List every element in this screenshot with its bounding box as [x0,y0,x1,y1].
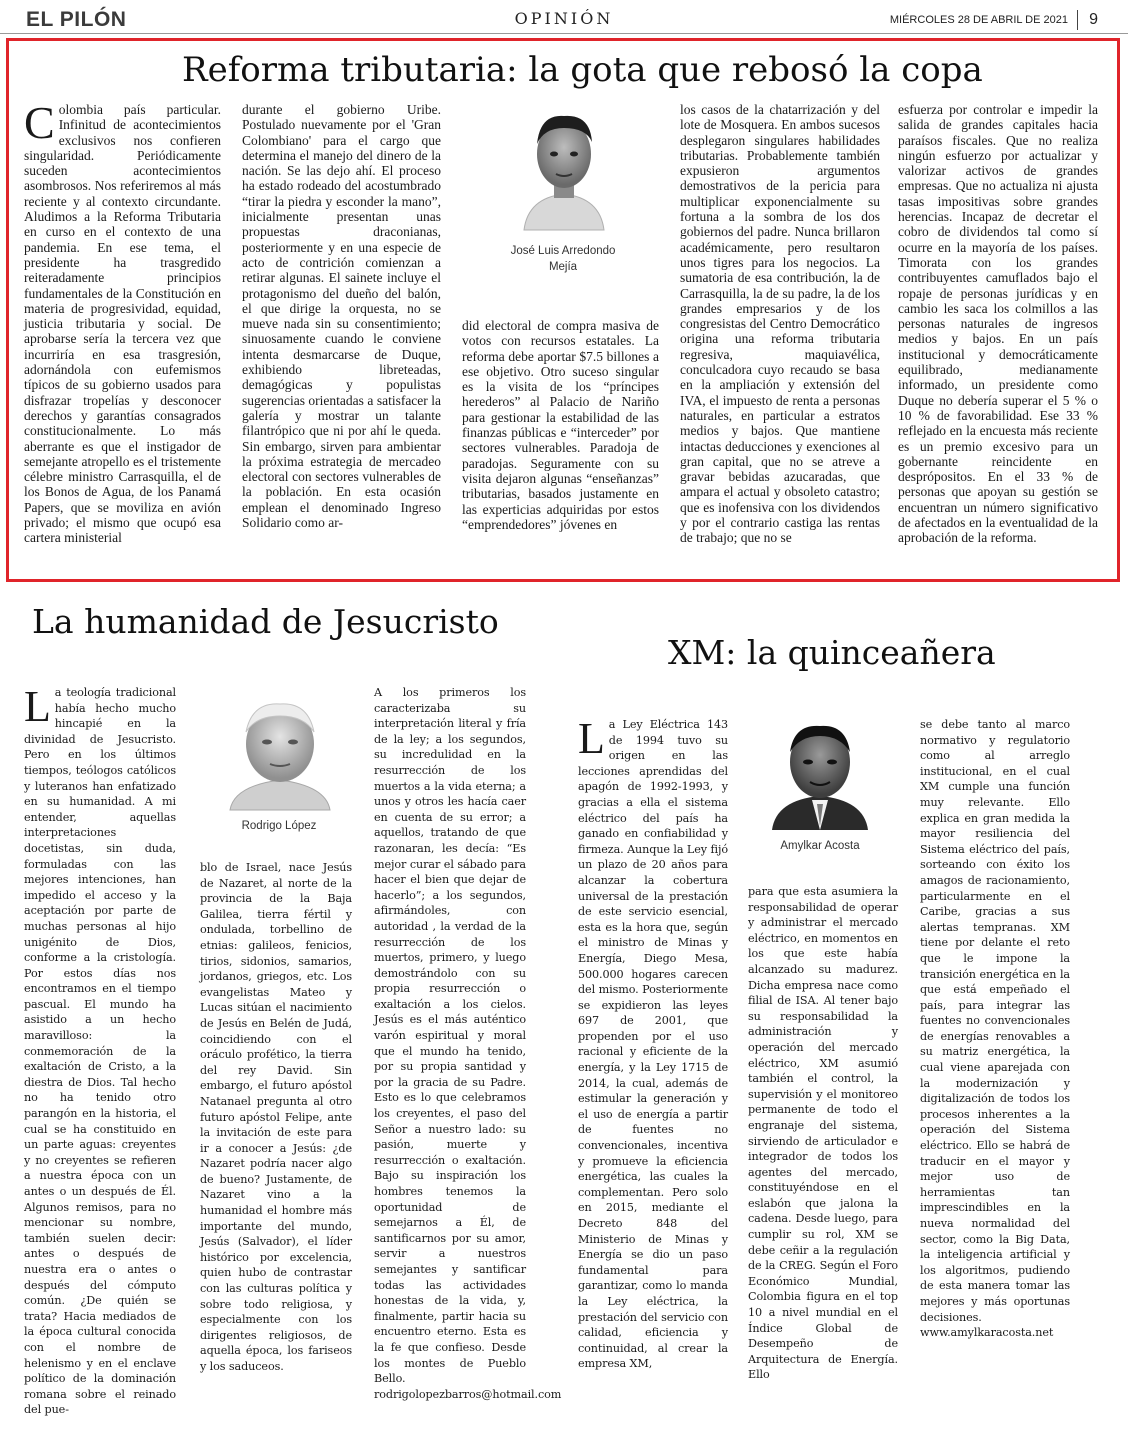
article1-column-1 [24,97,221,552]
masthead [0,0,1128,34]
article3-column-3 [920,717,1070,1417]
author-photo-acosta [768,714,872,830]
drop-cap: L [24,682,51,731]
author-photo-arredondo [516,102,612,230]
article1-col5-text: esfuerza por controlar e impedir la salida de grandes capitales hacia paraísos fiscales. Que no realiza ningún esfuerzo por actualizar y valorizar activos de grandes empresas. Que no actualiza ni ajusta tasas impositivas sobre grandes herencias. Incapaz de decretar el cobro de dividendos tal como sí ocurre en la mayoría de los países. Timorata con los grandes contribuyentes camuflados bajo el ropaje de personas jurídicas y en cambio les saca los colmillos a las personas naturales de ingresos medios y bajos. En un país institucional y democráticamente equilibrado, medianamente informado, un presidente como Duque no debería superar el 5 % o 10 % de favorabilidad. Ese 33 % reflejado en la encuesta más reciente es un premio excesivo para un gobernante reincidente en desprópositos. En el 33 % de personas que apoyan su gestión se encuentran un número significativo de afectados en la eventualidad de la aprobación de la reforma. [898,102,1098,546]
article3-col1-text: a Ley Eléctrica 143 de 1994 tuvo su origen en las lecciones aprendidas del apagón de 1992-1993, y gracias a ella el sistema eléctrico del país ha ganado en confiabilidad y firmeza. Aunque la Ley fijó un plazo de 20 años para alcanzar la cobertura universal de la prestación de este servicio esencial, esta es la hora que, según el ministro de Minas y Energía, Diego Mesa, 500.000 hogares carecen del mismo. Posteriormente se expidieron las leyes 697 de 2001, que propenden por el uso racional y eficiente de la energía, y la Ley 1715 de 2014, la cual, además de estimular la generación y el uso de energía a partir de fuentes no convencionales, incentiva y promueve la eficiencia energética, las cuales la complementan. Pero solo en 2015, mediante el Decreto 848 del Ministerio de Minas y Energía se dio un paso fundamental para garantizar, como lo manda la Ley eléctrica, la prestación del servicio con calidad, eficiencia y continuidad, al crear la empresa XM, [578,718,728,1371]
article3-col3-text: se debe tanto al marco normativo y regulatorio como al arreglo institucional, en el cual XM cumple una función muy relevante. Ello explica en gran medida la mayor resiliencia del Sistema eléctrico del país, sorteando con éxito los amagos de racionamiento, particularmente en el Caribe, gracias a sus alertas tempranas. XM tiene por delante el reto que le impone la transición energética en la que está empeñado el país, para integrar las fuentes no convencionales de energías renovables a su matriz energética, la cual viene aparejada con la modernización y digitalización de todos los procesos inherentes a la operación del Sistema eléctrico. Ello se habrá de traducir en el mayor y mejor uso de herramientas tan imprescindibles en la nueva normalidad del sector, como la Big Data, la inteligencia artificial y los algoritmos, pudiendo de esta manera tomar las mejores y más oportunas decisiones. www.amylkaracosta.net [920,718,1070,1340]
article2-col2-text: blo de Israel, nace Jesús de Nazaret, al norte de la provincia de la Baja Galilea, tierra fértil y ondulada, torbellino de etnias: galileos, fenicios, tirios, sidonios, samarios, jordanos, griegos, etc. Los evangelistas Mateo y Lucas sitúan el nacimiento de Jesús en Belén de Judá, coincidiendo con el oráculo profético, la tierra del rey David. Sin embargo, el futuro apóstol Natanael pregunta al otro futuro apóstol Felipe, ante la invitación de este para ir a conocer a Jesús: ¿de Nazaret podría nacer algo de bueno? Justamente, de Nazaret vino a la humanidad el hombre más importante del mundo, Jesús (Salvador), el líder histórico por excelencia, quien hubo de contrastar con las culturas política y sobre todo religiosa, y especialmente con los dirigentes religiosos, de aquella época, los fariseos y los saduceos. [200,861,352,1373]
drop-cap: L [578,714,605,763]
article3-column-1 [578,714,728,1417]
author-caption-acosta: Amylkar Acosta [780,840,860,852]
newspaper-logo: EL PILÓN [26,8,127,31]
page-number: 9 [1089,11,1098,28]
article3-title: XM: la quinceañera [668,633,996,672]
article2-column-2 [200,860,352,1410]
author-caption-lopez: Rodrigo López [241,820,317,832]
article2-col1-text: a teología tradicional había hecho mucho hincapié en la divinidad de Jesucristo. Pero en los últimos tiempos, teólogos católicos y luteranos han enfatizado en su humanidad. A mi entender, aquellas interpretaciones docetistas, sin duda, formuladas con las mejores intenciones, han impedido el acceso y la aceptación por parte de muchas personas al hijo unigénito de Dios, conforme a la cristología. Por estos días nos encontramos en el tiempo pascual. El mundo ha asistido a un hecho maravilloso: la conmemoración de la exaltación de Cristo, a la diestra de Dios. Tal hecho no ha tenido otro parangón en la historia, el cual se ha constituido en un parte aguas: creyentes y no creyentes se refieren a nuestra época con un antes o un después de Él. Algunos remisos, para no mencionar su nombre, también suelen decir: antes o después de nuestra era o antes o después del cómputo común. ¿De quién se trata? Hacia mediados de la época cultural conocida con el nombre de helenismo y en el enclave político de la dominación romana sobre el reinado del pue- [24,686,176,1417]
article2-title: La humanidad de Jesucristo [32,602,499,641]
article2-col3-text: A los primeros los caracterizaba su interpretación literal y fría de la ley; a los segundos, su incredulidad en la resurrección de los muertos a la vida eterna; a unos y otros les hacía caer en cuenta de su error; a aquellos, tratando de que razonaran, les decía: “Es mejor curar el sábado para hacer el bien que dejar de hacerlo”; a los segundos, afirmándoles, con autoridad , la verdad de la resurrección de los muertos, primero, y luego demostrándolo con su propia resurrección o exaltación a los cielos. Jesús es el más auténtico varón espiritual y moral que el mundo ha tenido, por su propia santidad y por la gracia de su Padre. Esto es lo que celebramos los creyentes, el paso del Señor a nuestro lado: su pasión, muerte y resurrección o exaltación. Bajo su inspiración los hombres tenemos la oportunidad de semejarnos a Él, de santificarnos por su amor, servir a nuestros semejantes y santificar todas las actividades honestas de la vida, y, finalmente, partir hacia su encuentro eterno. Esta es la fe que confieso. Desde los montes de Pueblo Bello. rodrigolopezbarros@hotmail.com [374,686,562,1401]
article2-column-3 [374,685,562,1410]
author-caption-arredondo: José Luis Arredondo Mejía [510,245,616,273]
article1-column-4 [680,102,880,552]
article1-column-2 [242,102,441,552]
page-number-divider [1077,10,1078,30]
drop-cap: C [24,97,55,148]
article3-col2-text: para que esta asumiera la responsabilidad de operar y administrar el mercado eléctrico, en momentos en los que este había alcanzado su madurez. Dicha empresa nace como filial de ISA. Al tener bajo su responsabilidad la administración y operación del mercado eléctrico, XM asumió también el control, la supervisión y el monitoreo permanente de todo el engranaje del sistema, sirviendo de articulador e integrador de todos los agentes del mercado, constituyéndose en el eslabón que jalona la cadena. Desde luego, para cumplir su rol, XM se debe ceñir a la regulación de la CREG. Según el Foro Económico Mundial, Colombia figura en el top 10 a nivel mundial en el Índice Global de Desempeño de Arquitectura de Energía. Ello [748,885,898,1382]
article1-col1-text: olombia país particular. Infinitud de acontecimientos exclusivos nos confieren singularidad. Periódicamente suceden acontecimientos asombrosos. Nos referiremos al más reciente y al contexto circundante. Aludimos a la Reforma Tributaria en curso en el contexto de una pandemia. En ese tema, el presidente ha trasgredido reiteradamente principios fundamentales de la Constitución en materia de progresividad, equidad, justicia tributaria y social. De aprobarse sería la tercera vez que incurriría en esa trasgresión, adornándola con eufemismos típicos de su gobierno usados para disfrazar tropelías y desconocer derechos y garantías consagrados constitucionalmente. Lo más aberrante es que el instigador de semejante atropello es el tristemente célebre ministro Carrasquilla, el de los Bonos de Agua, de los Panamá Papers, que se moviliza en avión privado; el mismo que ocupó esa cartera ministerial [24,102,221,546]
article3-column-2 [748,884,898,1417]
article1-col4-text: los casos de la chatarrización y del lote de Mosquera. En ambos sucesos desplegaron singulares habilidades tributarias. Probablemente también expusieron argumentos demostrativos de la pericia para multiplicar exponencialmente su fortuna a la sombra de los dos gobiernos del padre. Nunca brillaron académicamente, pero resultaron unos tigres para los negocios. La sumatoria de esa contribución, la de Carrasquilla, la de su padre, la de los grandes empresarios y de los congresistas del Centro Democrático origina una reforma tributaria regresiva, maquiavélica, conculcadora cuyo recaudo se basa en la ampliación y extensión del IVA, el impuesto de renta a personas naturales, en particular a estratos medios y bajos. Que mantiene intactas deducciones y exenciones al gran capital, que no se atreve a gravar bebidas azucaradas, que ampara el actual y obsoleto catastro; que es inofensiva con los dividendos y por el contrario castiga las rentas de trabajo; que no se [680,102,880,546]
article1-col3-text: did electoral de compra masiva de votos con recursos estatales. La reforma debe aportar $7.5 billones a ese objetivo. Otro suceso singular es la visita de los “príncipes herederos” al Palacio de Nariño para gestionar la estabilidad de las finanzas públicas e “interceder” por sectores vulnerables. Paradoja de paradojas. Seguramente con su visita dejaron algunas “enseñanzas” tributarias, basados justamente en las experticias adquiridas por estos “emprendedores” jóvenes en [462,318,659,532]
article2-column-1 [24,682,176,1417]
issue-date: MIÉRCOLES 28 DE ABRIL DE 2021 [889,14,1068,26]
article1-column-3 [462,318,659,552]
article1-col2-text: durante el gobierno Uribe. Postulado nuevamente por el 'Gran Colombiano' para el cargo que determina el manejo del dinero de la nación. Se las dejo ahí. El proceso ha estado rodeado del acostumbrado “tirar la piedra y esconder la mano”, inicialmente presentan unas propuestas draconianas, posteriormente y en una especie de acto de contrición comienzan a retirar algunas. El sainete incluye el protagonismo del dueño del balón, el que dirige la orquesta, no se mueve nada sin su consentimiento; sinuosamente cuando le conviene intenta desmarcarse de Duque, exhibiendo libreteadas, demagógicas y populistas sugerencias orientadas a satisfacer la galería y mostrar un talante filantrópico que ni por ahí le queda. Sin embargo, sirven para ambientar la próxima estrategia de mercadeo electoral con sectores vulnerables de la población. En esta ocasión emplean el denominado Ingreso Solidario como ar- [242,102,441,531]
author-photo-lopez [224,692,336,810]
article1-column-5 [898,102,1098,552]
section-title: OPINIÓN [514,9,614,28]
article1-title: Reforma tributaria: la gota que rebosó la copa [182,50,983,90]
